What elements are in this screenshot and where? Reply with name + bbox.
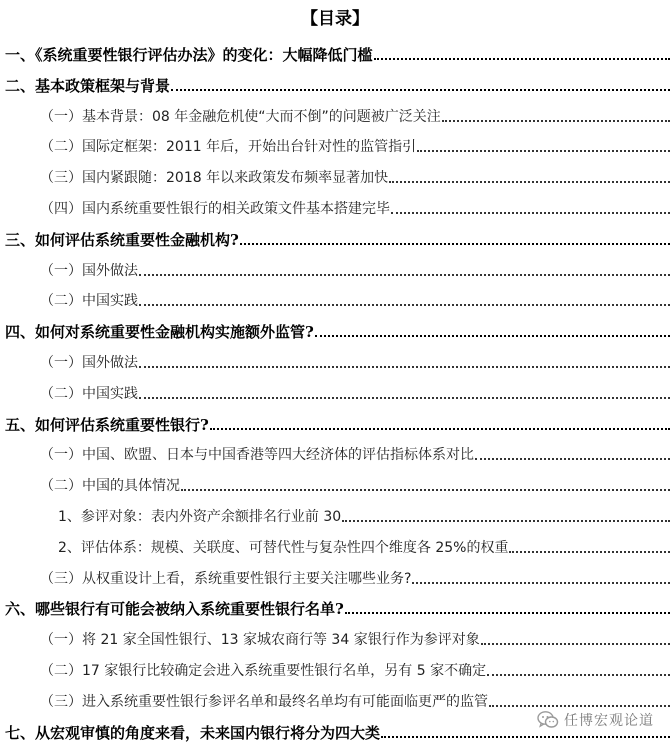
toc-entry-text: 六、哪些银行有可能会被纳入系统重要性银行名单? [5,600,344,619]
toc-entry-text: （一）中国、欧盟、日本与中国香港等四大经济体的评估指标体系对比 [40,447,474,464]
toc-entry-text: （二）中国实践 [40,385,138,402]
toc-entry-text: 三、如何评估系统重要性金融机构? [5,230,239,249]
toc-leader-dots [475,458,670,460]
toc-subheading-row[interactable] [40,569,670,589]
watermark-text: 任博宏观论道 [564,713,654,729]
wechat-icon [537,710,559,730]
toc-subsubheading-row[interactable] [58,538,670,558]
toc-leader-dots [487,674,670,676]
toc-subsubheading-row[interactable] [58,507,670,527]
toc-leader-dots [374,58,670,60]
toc-entry-text: （三）进入系统重要性银行参评名单和最终名单均有可能面临更严的监管 [40,693,488,710]
toc-heading-row[interactable] [5,599,670,619]
toc-subheading-row[interactable] [40,476,670,496]
toc-leader-dots [139,304,670,306]
toc-subheading-row[interactable] [40,137,670,157]
toc-entry-text: （一）将 21 家全国性银行、13 家城农商行等 34 家银行作为参评对象 [40,632,480,649]
toc-leader-dots [389,181,670,183]
toc-heading-row[interactable] [5,76,670,96]
toc-subheading-row[interactable] [40,353,670,373]
toc-entry-text: 二、基本政策框架与背景 [5,76,171,95]
toc-entry-text: （二）中国的具体情况 [40,478,180,495]
toc-entry-text: （一）基本背景：08 年金融危机使“大而不倒”的问题被广泛关注 [40,108,441,125]
toc-entry-text: （一）国外做法 [40,262,138,279]
toc-leader-dots [412,582,670,584]
toc-leader-dots [345,612,670,614]
toc-entry-text: 五、如何评估系统重要性银行? [5,415,209,434]
toc-leader-dots [210,428,670,430]
watermark [535,707,658,733]
toc-leader-dots [139,274,670,276]
toc-leader-dots [139,366,670,368]
toc-heading-row[interactable] [5,322,670,342]
toc-leader-dots [139,397,670,399]
toc-entry-text: 2、评估体系：规模、关联度、可替代性与复杂性四个维度各 25%的权重 [58,539,509,556]
toc-entry-text: 四、如何对系统重要性金融机构实施额外监管? [5,323,314,342]
toc-entry-text: （四）国内系统重要性银行的相关政策文件基本搭建完毕 [40,201,390,217]
toc-heading-row[interactable] [5,45,670,65]
toc-subheading-row[interactable] [40,445,670,465]
toc-leader-dots [171,89,670,91]
toc-leader-dots [509,551,670,553]
toc-leader-dots [315,335,670,337]
toc-entry-text: 1、参评对象：表内外资产余额排名行业前 30 [58,509,342,525]
toc-subheading-row[interactable] [40,168,670,188]
toc-leader-dots [481,643,670,645]
toc-subheading-row[interactable] [40,199,670,219]
toc-entry-text: （二）国际定框架：2011 年后，开始出台针对性的监管指引 [40,139,417,156]
toc-heading-row[interactable] [5,230,670,250]
toc-subheading-row[interactable] [40,630,670,650]
toc-entry-text: （二）17 家银行比较确定会进入系统重要性银行名单，另有 5 家不确定 [40,663,487,679]
toc-entry-text: （一）国外做法 [40,355,138,371]
toc-title: 【目录】 [301,9,369,29]
toc-leader-dots [342,520,670,522]
toc-leader-dots [391,212,670,214]
toc-heading-row[interactable] [5,415,670,435]
toc-entry-text: （三）国内紧跟随：2018 年以来政策发布频率显著加快 [40,170,389,187]
toc-entry-text: （二）中国实践 [40,293,138,310]
toc-subheading-row[interactable] [40,107,670,127]
toc-entry-text: （三）从权重设计上看，系统重要性银行主要关注哪些业务? [40,570,412,587]
toc-leader-dots [240,243,670,245]
toc-subheading-row[interactable] [40,261,670,281]
toc-leader-dots [381,736,670,738]
toc-leader-dots [181,489,670,491]
toc-leader-dots [442,120,670,122]
toc-subheading-row[interactable] [40,661,670,681]
toc-subheading-row[interactable] [40,384,670,404]
toc-leader-dots [417,150,670,152]
toc-entry-text: 一、《系统重要性银行评估办法》的变化：大幅降低门槛 [5,46,373,64]
toc-subheading-row[interactable] [40,291,670,311]
toc-entry-text: 七、从宏观审慎的角度来看，未来国内银行将分为四大类 [5,723,381,742]
